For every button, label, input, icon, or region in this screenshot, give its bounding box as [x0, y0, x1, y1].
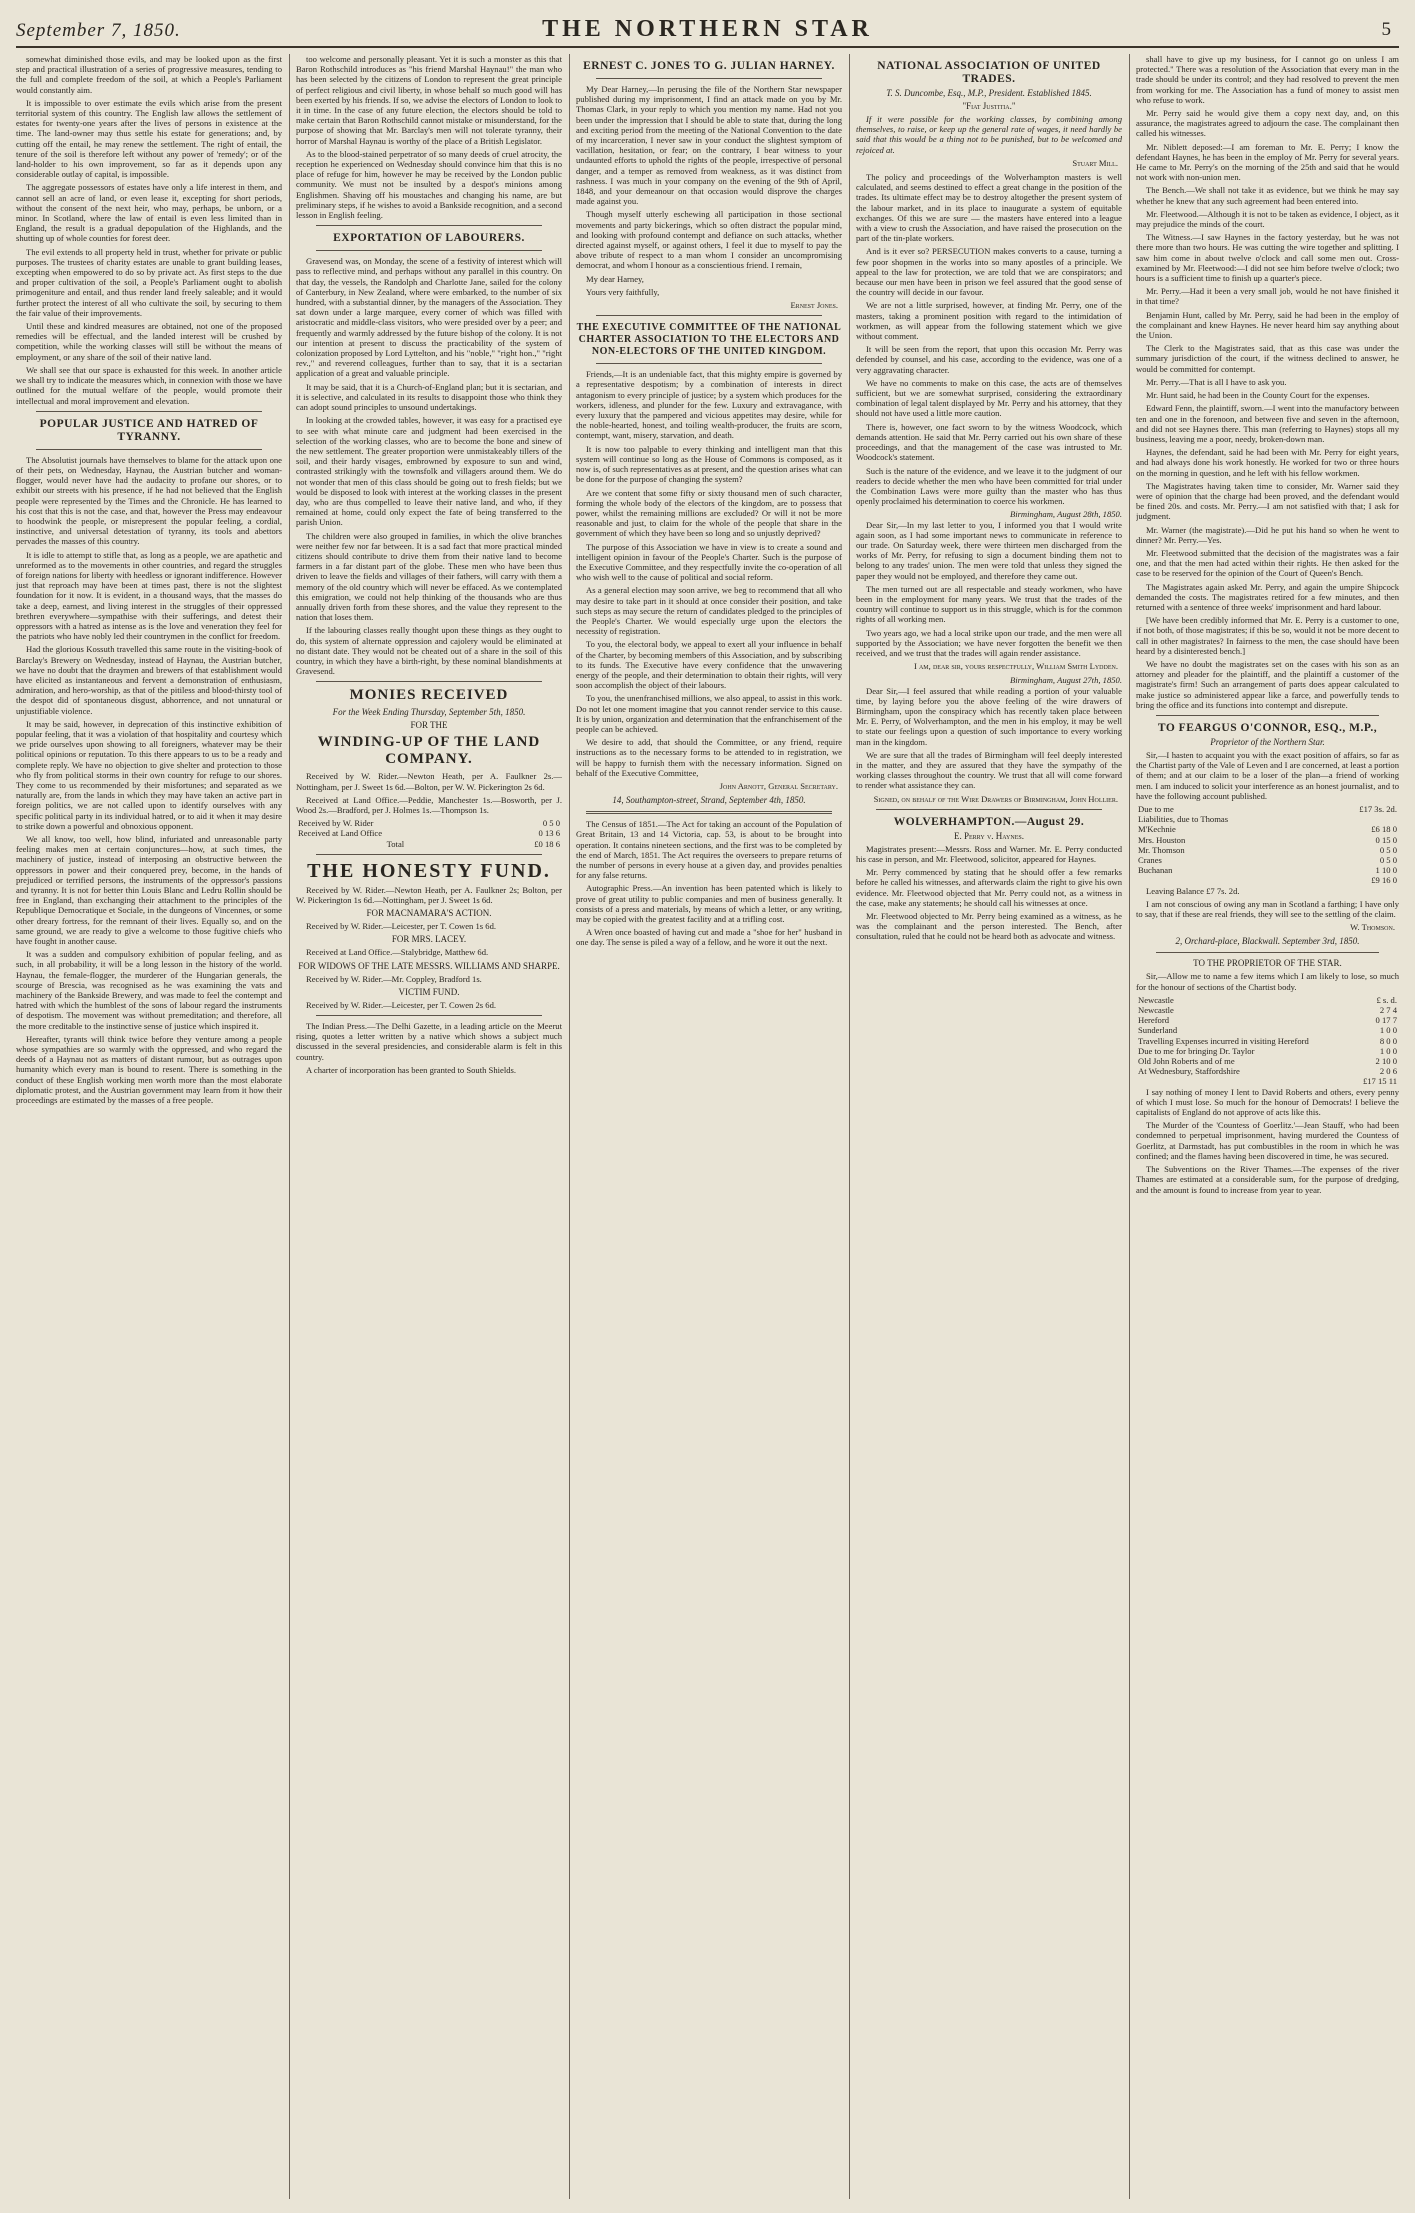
- heading-lacey: FOR MRS. LACEY.: [391, 934, 467, 945]
- heading-macnamara: FOR MACNAMARA'S ACTION.: [366, 908, 492, 919]
- row-label: Newcastle: [1138, 994, 1174, 1005]
- fo-signature: W. Thomson.: [1350, 922, 1395, 933]
- row-value: £17 15 11: [1362, 1076, 1397, 1087]
- paragraph: And is it ever so? PERSECUTION makes converts to a cause, turning a few poor shopmen in the works into so many apostles of a principle. We appeal to the law for protection, we are told that we are conspirators; and because our men have been in prison we feel assured that the good sense of the country will decide in our favour.: [856, 246, 1122, 298]
- row-value: 1 10 0: [1375, 865, 1397, 876]
- table-row: [1136, 824, 1399, 834]
- paragraph: Received at Land Office.—Peddie, Manchester 1s.—Bosworth, per J. Wood 2s.—Bradford, per J. Holmes 1s.—Thompson 1s.: [296, 794, 562, 815]
- col5-fo: [1136, 750, 1399, 801]
- victim-lines: [296, 1000, 562, 1010]
- col5-ed: [1136, 1087, 1399, 1195]
- paragraph: The evil extends to all property held in trust, whether for private or public purposes. The trustees of charity estates are unable to grant building leases, excepting when empowered to do so by private act. As first steps to the due and proper cultivation of the soil, a People's Parliament ought to abolish primogeniture and entail, and thus render land freely saleable; and it would further protect the interest of all who cultivate the soil, by securing to them the fair value of their improvements.: [16, 246, 282, 318]
- col2-final: [296, 1021, 562, 1075]
- table-row: [1136, 1056, 1399, 1066]
- heading-widows: FOR WIDOWS OF THE LATE MESSRS. WILLIAMS AND SHARPE.: [298, 960, 560, 971]
- column-4: [856, 54, 1122, 2199]
- paragraph: Received by W. Rider.—Newton Heath, per A. Faulkner 2s.—Nottingham, per J. Sweet 1s 6d.—Bolton, per W. W. Pickerington 2s 6d.: [296, 771, 562, 792]
- paragraph: The Clerk to the Magistrates said, that as this case was under the summary jurisdiction of the court, if the witness declined to answer, he would be committed for contempt.: [1136, 343, 1399, 374]
- paragraph: Sir,—I hasten to acquaint you with the exact position of affairs, so far as the Chartist party of the Vale of Leven and I are concerned, at least a portion of them; and at our claim to be a loser of the plan—a friend of working men. I am induced to solicit your interference as an honest journalist, and to have the following account published.: [1136, 749, 1399, 801]
- company-rows: [296, 818, 562, 838]
- paragraph: Mr. Perry.—Had it been a very small job, would he not have finished it in that time?: [1136, 286, 1399, 307]
- paragraph: Mr. Niblett deposed:—I am foreman to Mr. E. Perry; I know the defendant Haynes, he has been in the employ of Mr. Perry for several years. He came to Mr. Perry's on the morning of the 25th and said that he would not work with non-union men.: [1136, 141, 1399, 183]
- column-2: [296, 54, 562, 2199]
- paragraph: Mr. Perry said he would give them a copy next day, and, on this assurance, the magistrates agreed to adjourn the case. The complainant then called his witnesses.: [1136, 108, 1399, 139]
- fo-table: [1136, 804, 1399, 886]
- paragraph: too welcome and personally pleasant. Yet it is such a monster as this that Baron Rothschild introduces as "his friend Marshal Haynau!" the man who has been selected by the citizens of London to represent the great principle of perfect religious and civil liberty, in whose behalf so much good will has been exerted by his friends. If so, we advise the electors of London to look to it in time. In the case of any future election, the electors should be told to make certain that Baron Rothschild cannot mistake or misunderstand, for the purpose of showing that Mr. Barclay's men will not tolerate tyranny, their horror of Marshal Haynau is worthy of the place of a British Legislator.: [296, 54, 562, 146]
- paragraph: To you, the electoral body, we appeal to exert all your influence in behalf of the Charter, by becoming members of this Association, and by subscribing to its funds. The Executive have every confidence that the unwavering energy of the people, and their determination to obtain their rights, will very soon accomplish the object of their labours.: [576, 639, 842, 691]
- page-number: 5: [1381, 19, 1391, 40]
- heading-honesty-fund: THE HONESTY FUND.: [307, 859, 551, 882]
- honesty-lines: [296, 885, 562, 905]
- paragraph: The Witness.—I saw Haynes in the factory yesterday, but he was not there more than two hours. He was cutting the wire together and splitting. I saw him come in about twelve o'clock and call some men out. Cross-examined by Mr. Fleetwood:—I did not see him before twelve o'clock; two hours is a sufficient time to finish up a quarter's piece.: [1136, 232, 1399, 284]
- paragraph: Until these and kindred measures are obtained, not one of the proposed remedies will be effectual, and the landed interest will be crushed by competition, while the working classes will still be without the means of employment, or any share of the soil of their native land.: [16, 321, 282, 362]
- col5-court: [1136, 54, 1399, 710]
- col4-letter1: [856, 520, 1122, 659]
- row-label: Newcastle: [1138, 1005, 1174, 1016]
- quote-attribution: Stuart Mill.: [1072, 157, 1118, 168]
- paragraph: We have no comments to make on this case, the acts are of themselves sufficient, but we are somewhat surprised, considering the extraordinary combination of legal talent displayed by Mr. Perry and his attorney, that they should not have used a little more caution.: [856, 377, 1122, 419]
- col4-letter2: [856, 686, 1122, 791]
- paragraph: As to the blood-stained perpetrator of so many deeds of cruel atrocity, the reception he experienced on Wednesday should convince him that this is no place of refuge for him, however he may be received by the London public community. We must not be insulted by a despot's minions among Englishmen. Shaving off his moustaches and changing his name, are but preliminary steps, if he wishes to avoid a Bankside recognition, and a second lesson in English feeling.: [296, 148, 562, 221]
- row-label: At Wednesbury, Staffordshire: [1138, 1066, 1240, 1077]
- letter2-date: Birmingham, August 27th, 1850.: [1009, 675, 1122, 686]
- heading-victim-fund: VICTIM FUND.: [398, 986, 460, 997]
- col3-letter: [576, 84, 842, 297]
- paragraph: It will be seen from the report, that upon this occasion Mr. Perry was defended by counsel, and his case, according to the evidence, was one of a very aggravating character.: [856, 344, 1122, 375]
- ed-table: [1136, 995, 1399, 1087]
- paragraph: It may be said, that it is a Church-of-England plan; but it is sectarian, and it is selective, and calculated in its results to disappoint those who think they can adopt sound principles to unsound undertakings.: [296, 381, 562, 413]
- row-label: M'Kechnie: [1138, 824, 1176, 835]
- column-1: [16, 54, 282, 2199]
- paragraph: My Dear Harney,—In perusing the file of the Northern Star newspaper published during my imprisonment, I find an attack made on you by Mr. Thomas Clark, in your reply to which you mention my name. Had not you been under the impression that I should be able to state that, during the long and exciting period from the meeting of the National Convention to the date of my incarceration, I never saw in your conduct the slightest symptom of vacillation, hesitation, or fear; on the contrary, I bear witness to your undaunted efforts to uphold the rights of the people, irrespective of personal danger, and a temper as removed from weakness, as it was distinct from rashness. I was much in your company on the evening of the 9th of April, 1848, and your demeanour on that occasion would disprove the charges made against you.: [576, 84, 842, 207]
- paragraph: If the labouring classes really thought upon these things as they ought to do, this system of alternate oppression and cajolery would be eliminated at no distant date. They would not be cheated out of a share in the soil of this country, in which they have a birth-right, by these nominal blandishments at Gravesend.: [296, 625, 562, 677]
- paragraph: Mr. Perry.—That is all I have to ask you.: [1146, 376, 1287, 387]
- paragraph: It may be said, however, in deprecation of this instinctive exhibition of popular feeling, that it was a violation of that hospitality and courtesy which we pride ourselves upon showing to all foreigners, whatever may be their political opinions or reputation. To this there appears to us to be a ready and complete reply. We have no objection to give shelter and protection to those who fly from political storms in their own country for refuge to our shores. They come to us recommended by their misfortunes; and separated as we naturally are, from the lands in which they may have taken an active part in foreign politics, we are not called upon to identify ourselves with any specific political party in its individual hatred, or to aid it when it may desire to strike down a powerful and obnoxious opponent.: [16, 718, 282, 831]
- table-row: [1136, 835, 1399, 845]
- exec-signature: John Arnott, General Secretary.: [719, 780, 838, 791]
- paragraph: We all know, too well, how blind, infuriated and unreasonable party feeling makes men at certain conjunctures—how, at such times, the machinery of justice, instead of interposing an obstructive between the oppressors in power and their conquered prey, become, in the hands of prejudiced or terrified persons, the instruments of the oppressor's passions and tyranny. It is not for better thin Louis Blanc and Ledru Rollin should be free in England, than exchanging their attachment to the principles of the Republique Democratique et Sociale, in the dungeons of Vincennes, or some other dreary fortress, for the remnant of their lives. Equally so, and on the same ground, we are ready to give a welcome to those fugitive chiefs who have fought in another cause.: [16, 834, 282, 947]
- paragraph: The Indian Press.—The Delhi Gazette, in a leading article on the Meerut rising, quotes a letter written by a native which shows a subject much discussed in the several presidencies, and considerable alarm is felt in this country.: [296, 1021, 562, 1062]
- table-row: [296, 818, 562, 828]
- fo-due-total: £17 3s. 2d.: [1359, 804, 1397, 814]
- page-date: September 7, 1850.: [16, 20, 181, 41]
- table-row: [1136, 875, 1399, 885]
- company-total-label: Total: [386, 838, 405, 849]
- fo-balance: Leaving Balance £7 7s. 2d.: [1146, 885, 1240, 896]
- heading-exportation: EXPORTATION OF LABOURERS.: [333, 232, 525, 245]
- paragraph: The children were also grouped in families, in which the olive branches were neither few nor far between. It is a sad fact that more practical minded citizens should contribute to drive them from their native land to become farmers in a far distant part of the globe. These men who have been thus driven to leave the fields and villages of their fathers, will carry with them a memory of the old country which will never be effaced. As we contemplated this emigration, we could not help thinking of the thousands who are thus annually driven forth from these shores, and the value they represent to the nation that loses them.: [296, 530, 562, 623]
- fo-rows: [1136, 814, 1399, 885]
- row-value: 0 17 7: [1375, 1015, 1397, 1026]
- columns: [16, 54, 1399, 2199]
- table-row: [1136, 865, 1399, 875]
- newspaper-page: [16, 14, 1399, 2199]
- paragraph: It is now too palpable to every thinking and intelligent man that this system will continue so long as the House of Commons is composed, as it now is, of such representatives as at present, and the question arises what can be done for the purpose of changing the system?: [576, 443, 842, 485]
- paragraph: Though myself utterly eschewing all participation in those sectional movements and party bickerings, which so often distract the popular mind, and looking with profound contempt and defiance on such attacks, whether directed against myself, or against others, I feel it due to myself to pay the above tribute of respect to a man whom I consider an uncompromising democrat, and whom I honour as a conscientious friend. I remain,: [576, 209, 842, 271]
- masthead-title: THE NORTHERN STAR: [542, 16, 873, 42]
- row-value: 0 5 0: [542, 818, 560, 829]
- row-value: 1 0 0: [1379, 1025, 1397, 1036]
- row-label: Old John Roberts and of me: [1138, 1056, 1235, 1067]
- row-value: 0 5 0: [1379, 855, 1397, 866]
- row-value: 2 0 6: [1379, 1066, 1397, 1077]
- letter2-signature: Signed, on behalf of the Wire Drawers of Birmingham, John Hollier.: [873, 793, 1118, 804]
- paragraph: The purpose of this Association we have in view is to create a sound and intelligent opinion in favour of the People's Charter. Such is the purpose of the Executive Committee, and they respectfully invite the co-operation of all who wish well to the cause of political and social reform.: [576, 541, 842, 583]
- paragraph: The Magistrates again asked Mr. Perry, and again the umpire Shipcock demanded the costs. The magistrates retired for a few minutes, and then returned with a sentence of three weeks' imprisonment and hard labour.: [1136, 581, 1399, 612]
- paragraph: Dear Sir,—I feel assured that while reading a portion of your valuable time, by laying before you the above feeling of the wire drawers of Birmingham, upon the conspiracy which has recently taken place between Mr. E. Perry, of Wolverhampton, and the men in his employ, it may be well to state our feelings upon a question of such importance to every working man in the kingdom.: [856, 685, 1122, 747]
- letter1-date: Birmingham, August 28th, 1850.: [1009, 509, 1122, 520]
- lacey-lines: [296, 947, 562, 957]
- paragraph: somewhat diminished those evils, and may be looked upon as the first step and practical illustration of a series of progressive measures, tending to the full and complete freedom of the soil, at which a People's Parliament would constantly aim.: [16, 54, 282, 95]
- paragraph: Mr. Perry commenced by stating that he should offer a few remarks before he called his witnesses, and afterwards claim the right to give his own evidence. Mr. Fleetwood objected that Mr. Perry could not, as a witness in the case, make any statements; he should call his witnesses at once.: [856, 867, 1122, 908]
- trades-motto: "Fiat Justitia.": [962, 101, 1016, 111]
- row-label: Sunderland: [1138, 1025, 1178, 1036]
- table-row: [1136, 845, 1399, 855]
- paragraph: We are not a little surprised, however, at finding Mr. Perry, one of the masters, taking a prominent position with regard to the intimidation of workmen, as will appear from the following statement which we give without comment.: [856, 300, 1122, 342]
- paragraph: A charter of incorporation has been granted to South Shields.: [306, 1064, 517, 1075]
- trades-quote: If it were possible for the working classes, by combining among themselves, to raise, or keep up the general rate of wages, it need hardly be said that this would be a thing not to be punished, but to be welcomed and rejoiced at.: [856, 114, 1122, 155]
- paragraph: Autographic Press.—An invention has been patented which is likely to prove of great utility to public companies and men of business generally. It consists of a press and materials, by means of which a letter, or any writing, may be copied with the greatest facility and at a trifling cost.: [576, 883, 842, 925]
- for-the-label: FOR THE: [410, 720, 448, 731]
- column-3: [576, 54, 842, 2199]
- paragraph: Received by W. Rider.—Newton Heath, per A. Faulkner 2s; Bolton, per W. Pickerington 1s 6d.—Nottingham, per J. Sweet 1s 6d.: [296, 884, 562, 905]
- row-value: 2 10 0: [1375, 1056, 1397, 1067]
- row-label: Due to me for bringing Dr. Taylor: [1138, 1045, 1255, 1056]
- table-row: [1136, 1036, 1399, 1046]
- heading-executive: THE EXECUTIVE COMMITTEE OF THE NATIONAL CHARTER ASSOCIATION TO THE ELECTORS AND NON-ELECTORS OF THE UNITED KINGDOM.: [576, 322, 842, 358]
- company-lines: [296, 771, 562, 815]
- row-label: Travelling Expenses incurred in visiting Hereford: [1138, 1035, 1309, 1046]
- paragraph: Friends,—It is an undeniable fact, that this mighty empire is governed by a representative despotism; by a combination of interests in direct antagonism to every principle of justice; by a system which produces for the workers, idleness, and plunder for the few. Luxury and extravagance, with every luxury that the pampered and vicious appetites may desire, while for the noble-hearted, honest, and toiling wealth-producer, the fruits are scorn, contempt, want, misery, starvation, and death.: [576, 369, 842, 441]
- row-label: Received at Land Office: [298, 828, 383, 839]
- paragraph: Mr. Warner (the magistrate).—Did he put his hand so when he went to dinner? Mr. Perry.—Yes.: [1136, 524, 1399, 545]
- table-row: [1136, 1025, 1399, 1035]
- paragraph: I say nothing of money I lent to David Roberts and others, every penny of which I must lose. So much for the honour of Democrats! I believe the capitalists of England do not approve of acts like this.: [1136, 1086, 1399, 1118]
- paragraph: Received by W. Rider.—Leicester, per T. Cowen 2s 6d.: [306, 999, 497, 1010]
- letter1-signature: I am, dear sir, yours respectfully, William Smith Lydden.: [913, 661, 1118, 672]
- paragraph: It was a sudden and compulsory exhibition of popular feeling, and as such, in all probability, it will be a long lesson in the history of the world. Haynau, the female-flogger, the murderer of the Hungarian generals, the scourge of Brescia, was recognised as he was examining the vats and machinery of the Bankside Brewery, and was made to feel the contempt and hatred with which the humblest of the sons of labour regard the instruments of despotism. The movement was without premeditation; and therefore, all the more creditable to the instinctive sense of justice which inspired it.: [16, 949, 282, 1031]
- column-5: [1136, 54, 1399, 2199]
- paragraph: Received at Land Office.—Stalybridge, Matthew 6d.: [306, 947, 489, 958]
- col2-export: [296, 256, 562, 676]
- heading-feargus: TO FEARGUS O'CONNOR, ESQ., M.P.,: [1157, 721, 1378, 734]
- paragraph: Dear Sir,—In my last letter to you, I informed you that I would write again soon, as I had some important news to communicate in reference to our trade. On Saturday week, there were thirteen men discharged from the works of Mr. Perry, for refusing to sign a document binding them not to belong to any trades' union. The men were told that unless they signed the paper they would not be employed, and therefore they came out.: [856, 519, 1122, 581]
- paragraph: Mr. Hunt said, he had been in the County Court for the expenses.: [1146, 390, 1370, 401]
- paragraph: In looking at the crowded tables, however, it was easy for a practised eye to see with what minute care and judgment had been exercised in the selection of the working classes, who are to become the bone and sinew of the new settlement. The greater proportion were unmistakeably tillers of the soil, and their hardy visages, embrowned by exposure to sun and wind, contrasted strikingly with the townsfolk and villagers around them. We do not wonder that men of this class should be going out to fresh fields; but we would be disposed to look with interest at the working classes in the present day, who are thus compelled to leave their native land, and who, if they remained at home, could only expect the fate of being transferred to the parish Union.: [296, 415, 562, 528]
- paragraph: We desire to add, that should the Committee, or any friend, require instructions as to the necessary forms to be attended to in registration, we will be happy to furnish them with the necessary information. Signed on behalf of the Executive Committee,: [576, 737, 842, 778]
- monies-subtitle: For the Week Ending Thursday, September 5th, 1850.: [332, 707, 526, 718]
- col3-news: [576, 819, 842, 947]
- heading-jones-letter: ERNEST C. JONES TO G. JULIAN HARNEY.: [583, 60, 835, 72]
- fo-end: I am not conscious of owing any man in Scotland a farthing; I have only to say, that if these are real friends, they will see to the settling of the claim.: [1136, 898, 1399, 920]
- paragraph: The aggregate possessors of estates have only a life interest in them, and cannot sell an acre of land, or even lease it, excepting for short periods, without the consent of the next heir, who may, perhaps, be unborn, or a minor. In Scotland, where the law of entail is even less limited than in England, the result is a gradual depopulation of the Highlands, and the shutting up of whole counties for forest deer.: [16, 182, 282, 244]
- trades-subhead: T. S. Duncombe, Esq., M.P., President. Established 1845.: [886, 88, 1092, 98]
- paragraph: The Census of 1851.—The Act for taking an account of the Population of Great Britain, 13 and 14 Victoria, cap. 53, is about to be brought into operation. It contains nineteen sections, and the first was to be completed by the end of March, 1851. The Act requires the overseers to prepare returns of the number of persons in every house at a given day, and provides penalties for any false returns.: [576, 819, 842, 881]
- paragraph: Haynes, the defendant, said he had been with Mr. Perry for eight years, and had always done his work honestly. He worked for two or three hours on the morning in question, and he left with his fellow workmen.: [1136, 447, 1399, 478]
- col1-popular: [16, 455, 282, 1106]
- paragraph: The Bench.—We shall not take it as evidence, but we think he may say whether he knew that any such agreement had been entered into.: [1136, 185, 1399, 206]
- company-total: £0 18 6: [534, 838, 560, 849]
- company-table: [296, 818, 562, 849]
- ed-rows: [1136, 995, 1399, 1087]
- col4-trades: [856, 172, 1122, 506]
- row-label: Mrs. Houston: [1138, 834, 1186, 845]
- heading-monies-received: MONIES RECEIVED: [349, 687, 509, 704]
- paragraph: Mr. Fleetwood.—Although it is not to be taken as evidence, I object, as it may prejudice the minds of the court.: [1136, 208, 1399, 230]
- table-row: [1136, 1046, 1399, 1056]
- col1-intro: [16, 54, 282, 406]
- widows-lines: [296, 974, 562, 984]
- row-value: 8 0 0: [1379, 1035, 1397, 1046]
- heading-popular-justice: POPULAR JUSTICE AND HATRED OF TYRANNY.: [39, 417, 259, 443]
- row-value: £ s. d.: [1376, 994, 1397, 1005]
- row-label: Cranes: [1138, 855, 1162, 866]
- heading-united-trades: NATIONAL ASSOCIATION OF UNITED TRADES.: [877, 60, 1101, 85]
- col2-intro: [296, 54, 562, 220]
- paragraph: There is, however, one fact sworn to by the witness Woodcock, which demands attention. He said that Mr. Perry carried out his own share of these proceedings, and that the management of the case was intrusted to Mr. Woodcock's statement.: [856, 421, 1122, 463]
- paragraph: Are we content that some fifty or sixty thousand men of such character, forming the whole body of the electors of the kingdom, are to possess that power, whilst the remaining millions are excluded? Or will it not be more reasonable and just, to claim for the whole of the people that share in the government of which they have been so long and so unjustly deprived?: [576, 487, 842, 539]
- col3-exec: [576, 369, 842, 778]
- row-value: 2 7 4: [1379, 1005, 1397, 1016]
- paragraph: It is idle to attempt to stifle that, as long as a people, we are apathetic and unreformed as to the movements in other countries, and regard the struggles of foreign nations for liberty with heedless or ignorant indifference. However just that reproach may have been at times past, there is not the slightest foundation for it now. It is evident, in a thousand ways, that the masses do take a deep, earnest, and living interest in the struggles of their oppressed brethren everywhere—sympathise with their sufferings, and detest their oppressors with a hatred as intense as is the love and veneration they feel for the patriots who have nobly led their countrymen in the conflict for freedom.: [16, 549, 282, 642]
- paragraph: The Subventions on the River Thames.—The expenses of the river Thames are estimated at a considerable sum, for the purpose of dredging, and the amount is found to increase from year to year.: [1136, 1164, 1399, 1195]
- table-row: [1136, 814, 1399, 824]
- table-row: [1136, 1066, 1399, 1076]
- col4-court: [856, 844, 1122, 942]
- ed-intro: Sir,—Allow me to name a few items which I am likely to lose, so much for the honour of sections of the Chartist body.: [1136, 971, 1399, 992]
- letter-signature: Ernest Jones.: [790, 300, 838, 311]
- paragraph: Had the glorious Kossuth travelled this same route in the visiting-book of Barclay's Brewery on Wednesday, instead of Haynau, the Austrian butcher, we have no doubt that the draymen and brewers of that establishment would have elicited as instantaneous and fervent a demonstration of enthusiasm, admiration, and hero-worship, as that of the pitiless and blood-thirsty tool of the despot did of spontaneous disgust, abhorrence, and not unnatural or unjustifiable violence.: [16, 644, 282, 716]
- row-label: Mr. Thomson: [1138, 844, 1185, 855]
- row-label: Buchanan: [1138, 865, 1173, 876]
- paragraph: Hereafter, tyrants will think twice before they venture among a people whose sympathies are so warmly with the oppressed, and who regard the deeds of a Haynau not as matters of distant rumour, but as outrages upon humanity which every man is bound to resent. There is something in the conduct of these English working men worth more than the most elaborate diplomatic protest, and the Austrian government may learn from it how their proceedings are estimated by the masses of a free people.: [16, 1033, 282, 1106]
- row-value: £6 18 0: [1371, 824, 1397, 835]
- paragraph: Benjamin Hunt, called by Mr. Perry, said he had been in the employ of the complainant and knew Haynes. He never heard him say anything about the Union.: [1136, 309, 1399, 341]
- paragraph: The policy and proceedings of the Wolverhampton masters is well calculated, and seems destined to effect a great change in the position of the trades. Its ultimate effect may be to destroy altogether the present system of the labour market, and in its place to inaugurate a system of equitable exchanges. Of this we are sure — the masters have entered into a league with a view to crush the Association, and have raised the prosecution on the part of the tin-plate workers.: [856, 172, 1122, 244]
- feargus-subhead: Proprietor of the Northern Star.: [1210, 736, 1325, 747]
- paragraph: Received by W. Rider.—Leicester, per T. Cowen 1s 6d.: [306, 921, 497, 932]
- table-row: [1136, 1005, 1399, 1015]
- row-value: 0 13 6: [538, 828, 560, 839]
- paragraph: Magistrates present:—Messrs. Ross and Warner. Mr. E. Perry conducted his case in person, and Mr. Fleetwood, solicitor, appeared for Haynes.: [856, 843, 1122, 864]
- paragraph: Received by W. Rider.—Mr. Coppley, Bradford 1s.: [306, 973, 482, 984]
- table-row: [1136, 1015, 1399, 1025]
- paragraph: shall have to give up my business, for I cannot go on unless I am protected." There was a resolution of the Association that every man in the trade should be under its control; and they had resolved to prevent the men from working for me. The Association has a fund of money to assist men who refuse to work.: [1136, 54, 1399, 105]
- fo-address: 2, Orchard-place, Blackwall. September 3rd, 1850.: [1175, 936, 1360, 947]
- heading-wolverhampton: WOLVERHAMPTON.—August 29.: [893, 815, 1085, 828]
- paragraph: Yours very faithfully,: [586, 286, 660, 297]
- heading-land-company: WINDING-UP OF THE LAND COMPANY.: [317, 734, 541, 768]
- table-row: [1136, 1076, 1399, 1086]
- paragraph: [We have been credibly informed that Mr. E. Perry is a customer to one, if not both, of those magistrates; if this be so, would it not be more decent to call in other magistrates? In fairness to the men, the case should have been heard by a disinterested bench.]: [1136, 615, 1399, 656]
- row-value: 1 0 0: [1379, 1045, 1397, 1056]
- paragraph: My dear Harney,: [586, 273, 644, 284]
- row-value: £9 16 0: [1371, 875, 1397, 886]
- table-row: [296, 828, 562, 838]
- paragraph: We have no doubt the magistrates set on the cases with his son as an attorney and pleader for the plaintiff, and the plaintiff a customer of the magistrate's firm! Such an arrangement of parts does appear calculated to make justice so administered appear like a farce, and powerfully tends to bring the office and its functions into contempt and disrepute.: [1136, 658, 1399, 710]
- paragraph: As a general election may soon arrive, we beg to recommend that all who may desire to take part in it should at once consider their position, and take such steps as may secure the return of candidates pledged to the principles of the People's Charter. We would especially urge upon the electors the necessity of registration.: [576, 585, 842, 637]
- paragraph: The men turned out are all respectable and steady workmen, who have been in the employment for many years. We trust that the trades of the country will continue to support us in this struggle, which is for the common rights of all working men.: [856, 583, 1122, 625]
- row-value: 0 5 0: [1379, 844, 1397, 855]
- row-label: Liabilities, due to Thomas: [1138, 814, 1229, 825]
- paragraph: The Absolutist journals have themselves to blame for the attack upon one of their pets, on Wednesday, Haynau, the Austrian butcher and woman-flogger, would never have had the audacity to profane our shores, or to exhibit our streets with his presence, if he had not believed that the English people were represented by the Times and the Chronicle. He has learned to his cost that this is not the case, and that, however the Press may endeavour to hoodwink the people, or misrepresent the popular feeling, a cordial, instinctive, and universal detestation of tyranny, its tools and abettors pervades the masses of this country.: [16, 454, 282, 547]
- paragraph: Gravesend was, on Monday, the scene of a festivity of interest which will pass to reflective mind, and perhaps without any parallel in this country. On that day, the vessels, the Randolph and Charlotte Jane, sailed for the colony of Canterbury, in New Zealand, where were embarked, to the number of six hundred, with a substantial dinner, by the managers of the Association. They sat down under a large marquee, every corner of which was filled with aristocratic and middle-class visitors, who were presided over by a peer; and frequently and warmly addressed by the future bishop of the colony. It is not our intention at present to discuss the practicability of the system of colonization proposed by Lord Lyttelton, and his "noble," "right hon.," "right rev.," and reverend colleagues, further than to say, that it is a sectarian application of a great and valuable principle.: [296, 256, 562, 379]
- paragraph: Such is the nature of the evidence, and we leave it to the judgment of our readers to decide whether the men who have been committed for trial under the Combination Laws were more guilty than the master who has thus openly proclaimed his determination to coerce his workmen.: [856, 465, 1122, 507]
- paragraph: The Magistrates having taken time to consider, Mr. Warner said they were of opinion that the charge had been proved, and the defendant would be fined 20s. and costs. Mr. Perry.—I am not satisfied with that; I ask for judgment.: [1136, 480, 1399, 522]
- paragraph: It is impossible to over estimate the evils which arise from the present territorial system of this country. The English law allows the settlement of estates for twenty-one years after the lives of persons in existence at the time. The land-owner may thus settle his estate for generations; and, by cutting off the entail, he may renew the settlement. The right of entail, the tenure of the soil is therefore left without any power of 'remedy'; or of the land-holder to his own improvement, so far as it depends upon any considerable outlay of capital, is impossible.: [16, 97, 282, 180]
- paragraph: Edward Fenn, the plaintiff, sworn.—I went into the manufactory between ten and one in the forenoon, and between five and seven in the afternoon, and did not see Haynes there. This man (referring to Haynes) stops all my business, leaving me a poor, needy, broken-down man.: [1136, 403, 1399, 444]
- table-row: [1136, 855, 1399, 865]
- row-value: [1318, 814, 1399, 824]
- row-label: [1136, 875, 1318, 885]
- table-row: [1136, 995, 1399, 1005]
- exec-address: 14, Southampton-street, Strand, September 4th, 1850.: [612, 795, 806, 806]
- row-label: [1136, 1076, 1352, 1086]
- paragraph: The Murder of the 'Countess of Goerlitz.'—Jean Stauff, who had been condemned to perpetual imprisonment, having murdered the Countess of Goerlitz, at Darmstadt, has put combustibles in the room in which he was confined; and the flames having been discovered in time, he was secured.: [1136, 1120, 1399, 1161]
- court-subhead: E. Perry v. Haynes.: [954, 830, 1024, 841]
- row-label: Received by W. Rider: [298, 818, 374, 829]
- fo-due-label: Due to me: [1138, 804, 1174, 814]
- page-header: [16, 14, 1399, 48]
- macnamara-lines: [296, 921, 562, 931]
- row-label: Hereford: [1138, 1015, 1170, 1026]
- paragraph: Mr. Fleetwood objected to Mr. Perry being examined as a witness, as he was the complainant and the person interested. The Bench, after consultation, ruled that he could not be heard both as advocate and witness.: [856, 911, 1122, 942]
- row-value: 0 15 0: [1375, 834, 1397, 845]
- paragraph: A Wren once boasted of having cut and made a "shoe for her" husband in one day. The sense is piled a way of a fellow, and he wore it out the next.: [576, 927, 842, 948]
- paragraph: To you, the unenfranchised millions, we also appeal, to assist in this work. Do not let one moment imagine that you cannot render service to this cause. It is by union, organization and determination that the enfranchisement of the people can be achieved.: [576, 693, 842, 734]
- heading-to-proprietor: TO THE PROPRIETOR OF THE STAR.: [1193, 958, 1342, 969]
- paragraph: Mr. Fleetwood submitted that the decision of the magistrates was a fair one, and that the men had acted within their rights. He then asked for the case to be reserved for the opinion of the Court of Queen's Bench.: [1136, 547, 1399, 579]
- paragraph: Two years ago, we had a local strike upon our trade, and the men were all supported by the Association; we have never forgotten the benefit we then received, and we trust that the trades will again render assistance.: [856, 627, 1122, 658]
- paragraph: We shall see that our space is exhausted for this week. In another article we shall try to indicate the measures which, in connexion with those we have outlined for the mutual welfare of the people, would promote their intellectual and moral improvement and elevation.: [16, 364, 282, 406]
- paragraph: We are sure that all the trades of Birmingham will feel deeply interested in the matter, and they are assured that they have the sympathy of the working classes throughout the country. We trust that all will come forward to render what assistance they can.: [856, 749, 1122, 791]
